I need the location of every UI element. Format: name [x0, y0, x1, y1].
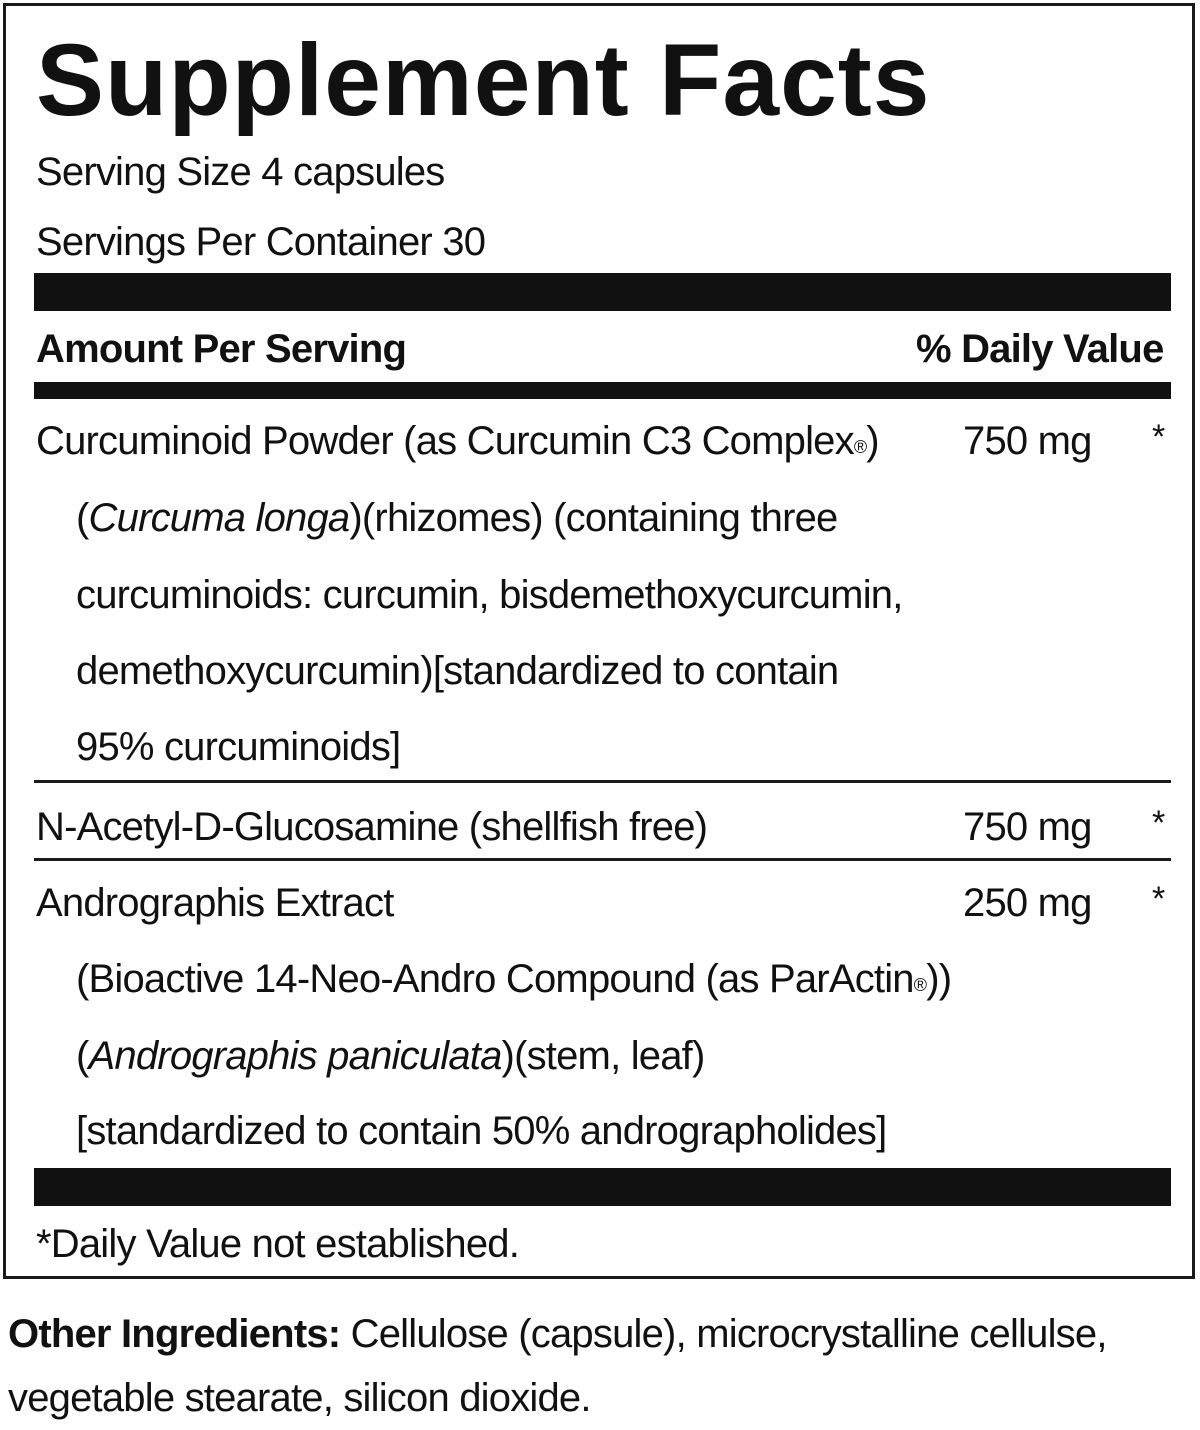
detail-end: ))	[926, 957, 952, 1001]
ingredient-amount: 750 mg	[963, 805, 1092, 849]
ingredient-detail	[76, 493, 838, 543]
daily-value-header: % Daily Value	[916, 327, 1164, 371]
registered-mark: ®	[913, 975, 927, 995]
amount-per-serving-header: Amount Per Serving	[36, 327, 407, 371]
ingredient-name-text: Curcuminoid Powder (as Curcumin C3 Complex	[36, 419, 854, 463]
ingredient-amount: 750 mg	[963, 419, 1092, 463]
other-ingredients-text: Cellulose (capsule), microcrystalline cellulse, vegetable stearate, silicon dioxide.	[8, 1312, 1107, 1420]
servings-per-container: Servings Per Container 30	[36, 220, 486, 264]
ingredient-detail: demethoxycurcumin)[standardized to contain	[76, 649, 839, 693]
ingredient-amount: 250 mg	[963, 881, 1092, 925]
ingredient-detail: 95% curcuminoids]	[76, 725, 401, 769]
ingredient-name-curcuminoid	[36, 416, 879, 466]
ingredient-detail: curcuminoids: curcumin, bisdemethoxycurcumin,	[76, 573, 903, 617]
ingredient-name-end: )	[866, 419, 879, 463]
ingredient-name-glucosamine: N-Acetyl-D-Glucosamine (shellfish free)	[36, 805, 708, 849]
row-divider	[34, 780, 1171, 783]
ingredient-detail	[76, 1031, 705, 1081]
medium-divider	[34, 382, 1171, 399]
detail-open: (	[76, 496, 89, 540]
ingredient-dv: *	[1152, 880, 1166, 918]
ingredient-dv: *	[1152, 804, 1166, 842]
thick-divider-top	[34, 273, 1171, 311]
detail-text: (Bioactive 14-Neo-Andro Compound (as ParActin	[76, 957, 914, 1001]
detail-rest: )(stem, leaf)	[501, 1034, 705, 1078]
row-divider	[34, 858, 1171, 861]
ingredient-dv: *	[1152, 418, 1166, 456]
registered-mark: ®	[853, 437, 867, 457]
ingredient-name-andrographis: Andrographis Extract	[36, 881, 394, 925]
supplement-facts-panel	[3, 3, 1195, 1279]
botanical-name: Andrographis paniculata	[88, 1034, 502, 1078]
other-ingredients	[8, 1302, 1188, 1430]
detail-open: (	[76, 1034, 89, 1078]
other-ingredients-label: Other Ingredients:	[8, 1312, 341, 1356]
thick-divider-bottom	[34, 1168, 1171, 1206]
botanical-name: Curcuma longa	[88, 496, 350, 540]
serving-size: Serving Size 4 capsules	[36, 150, 445, 194]
detail-rest: )(rhizomes) (containing three	[349, 496, 838, 540]
footnote: *Daily Value not established.	[36, 1222, 520, 1266]
panel-title: Supplement Facts	[36, 23, 931, 137]
ingredient-detail: [standardized to contain 50% andrographolides]	[76, 1109, 887, 1153]
ingredient-detail	[76, 954, 951, 1004]
